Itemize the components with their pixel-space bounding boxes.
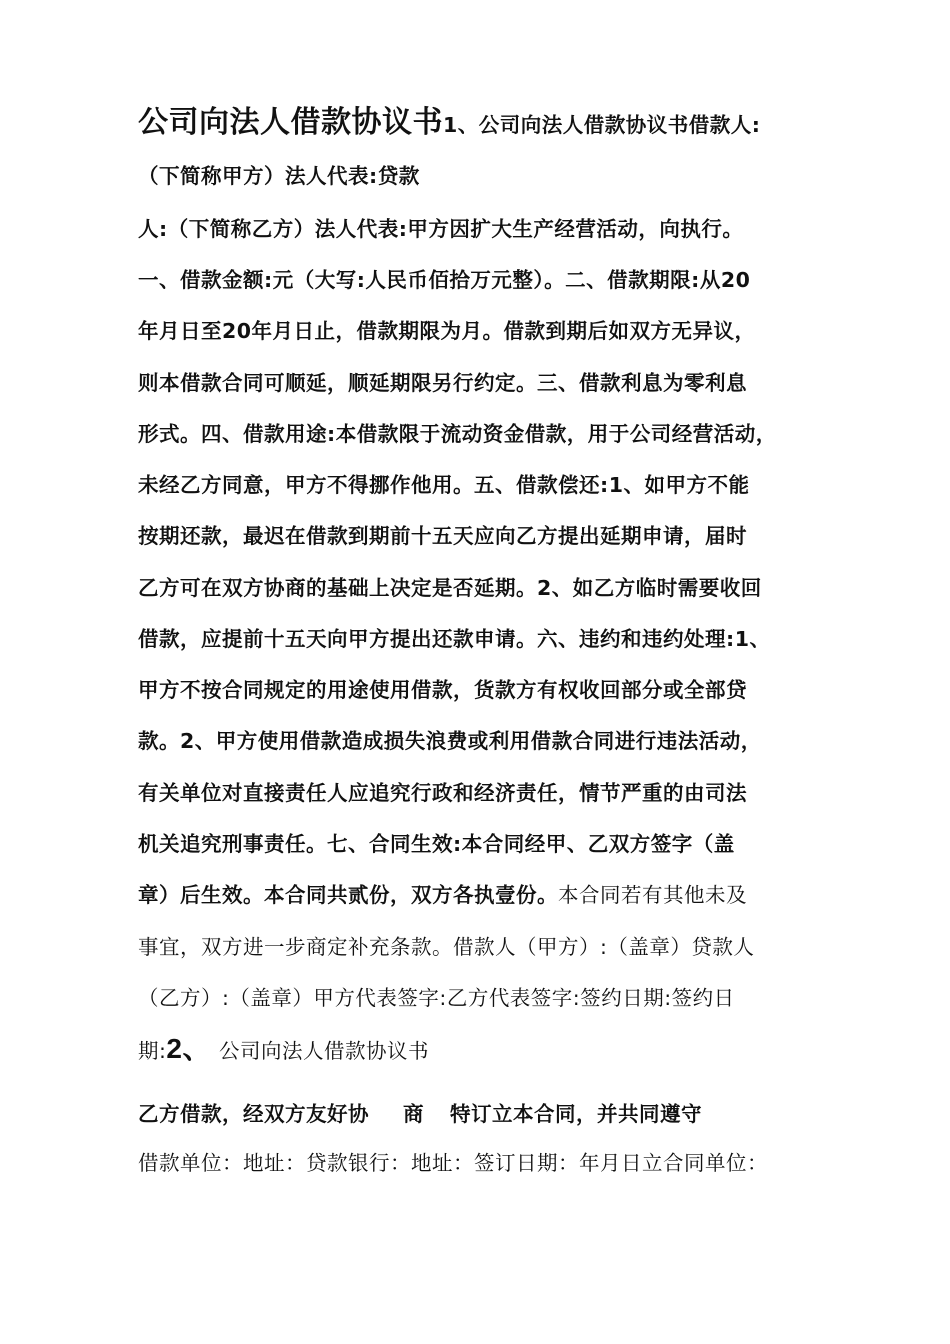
paragraph-line <box>138 368 747 398</box>
line-21-text: 借款单位：地址：贷款银行：地址：签订日期：年月日立合同单位： <box>138 1151 768 1175</box>
line-1-text: 1、公司向法人借款协议书借款人: <box>443 113 761 137</box>
paragraph-line <box>138 573 762 603</box>
line-19-text: 期: <box>138 1039 167 1063</box>
line-2-text: （下简称甲方）法人代表:贷款 <box>138 164 420 188</box>
line-7-text: 形式。四、借款用途:本借款限于流动资金借款，用于公司经营活动， <box>138 422 777 446</box>
line-9-text: 按期还款，最迟在借款到期前十五天应向乙方提出延期申请，届时 <box>138 524 747 548</box>
paragraph-line <box>138 316 756 346</box>
document-title: 公司向法人借款协议书 <box>138 105 443 140</box>
section-number-2: 2、 <box>166 1033 211 1064</box>
line-14-text: 有关单位对直接责任人应追究行政和经济责任，情节严重的由司法 <box>138 781 747 805</box>
section-2-title: 公司向法人借款协议书 <box>219 1039 429 1063</box>
paragraph-line <box>138 675 747 705</box>
line-5-text: 年月日至20年月日止，借款期限为月。借款到期后如双方无异议， <box>138 319 756 343</box>
line-20-text-b: 商 <box>403 1102 424 1126</box>
paragraph-line <box>138 726 762 756</box>
paragraph-line <box>138 214 743 244</box>
line-20-text-c: 特订立本合同，并共同遵守 <box>450 1102 702 1126</box>
paragraph-line <box>138 1148 768 1178</box>
line-13-text: 款。2、甲方使用借款造成损失浪费或利用借款合同进行违法活动， <box>138 729 762 753</box>
line-6-text: 则本借款合同可顺延，顺延期限另行约定。三、借款利息为零利息 <box>138 371 747 395</box>
paragraph-line <box>138 470 749 500</box>
paragraph-line <box>138 624 770 654</box>
line-16-bold-text: 章）后生效。本合同共贰份，双方各执壹份。 <box>138 883 558 907</box>
paragraph-line <box>138 880 747 910</box>
line-20-text-a: 乙方借款，经双方友好协 <box>138 1102 369 1126</box>
paragraph-line <box>138 829 735 859</box>
line-3-text: 人:（下简称乙方）法人代表:甲方因扩大生产经营活动，向执行。 <box>138 217 744 241</box>
title-line <box>138 105 761 140</box>
paragraph-line <box>138 778 747 808</box>
line-17-text: 事宜，双方进一步商定补充条款。借款人（甲方）:（盖章）贷款人 <box>138 935 755 959</box>
line-12-text: 甲方不按合同规定的用途使用借款，货款方有权收回部分或全部贷 <box>138 678 747 702</box>
line-11-text: 借款，应提前十五天向甲方提出还款申请。六、违约和违约处理:1、 <box>138 627 771 651</box>
line-15-text: 机关追究刑事责任。七、合同生效:本合同经甲、乙双方签字（盖 <box>138 832 735 856</box>
paragraph-line <box>138 521 747 551</box>
paragraph-line <box>138 419 777 449</box>
paragraph-line <box>138 161 420 191</box>
paragraph-line <box>138 265 750 295</box>
line-10-text: 乙方可在双方协商的基础上决定是否延期。2、如乙方临时需要收回 <box>138 576 762 600</box>
paragraph-line <box>138 1034 429 1066</box>
paragraph-line <box>138 1099 702 1129</box>
line-4-text: 一、借款金额:元（大写:人民币佰拾万元整）。二、借款期限:从20 <box>138 268 751 292</box>
line-8-text: 未经乙方同意，甲方不得挪作他用。五、借款偿还:1、如甲方不能 <box>138 473 750 497</box>
line-16-regular-text: 本合同若有其他未及 <box>558 883 747 907</box>
line-18-text: （乙方）:（盖章）甲方代表签字:乙方代表签字:签约日期:签约日 <box>138 986 735 1010</box>
paragraph-line <box>138 983 735 1013</box>
paragraph-line <box>138 932 754 962</box>
